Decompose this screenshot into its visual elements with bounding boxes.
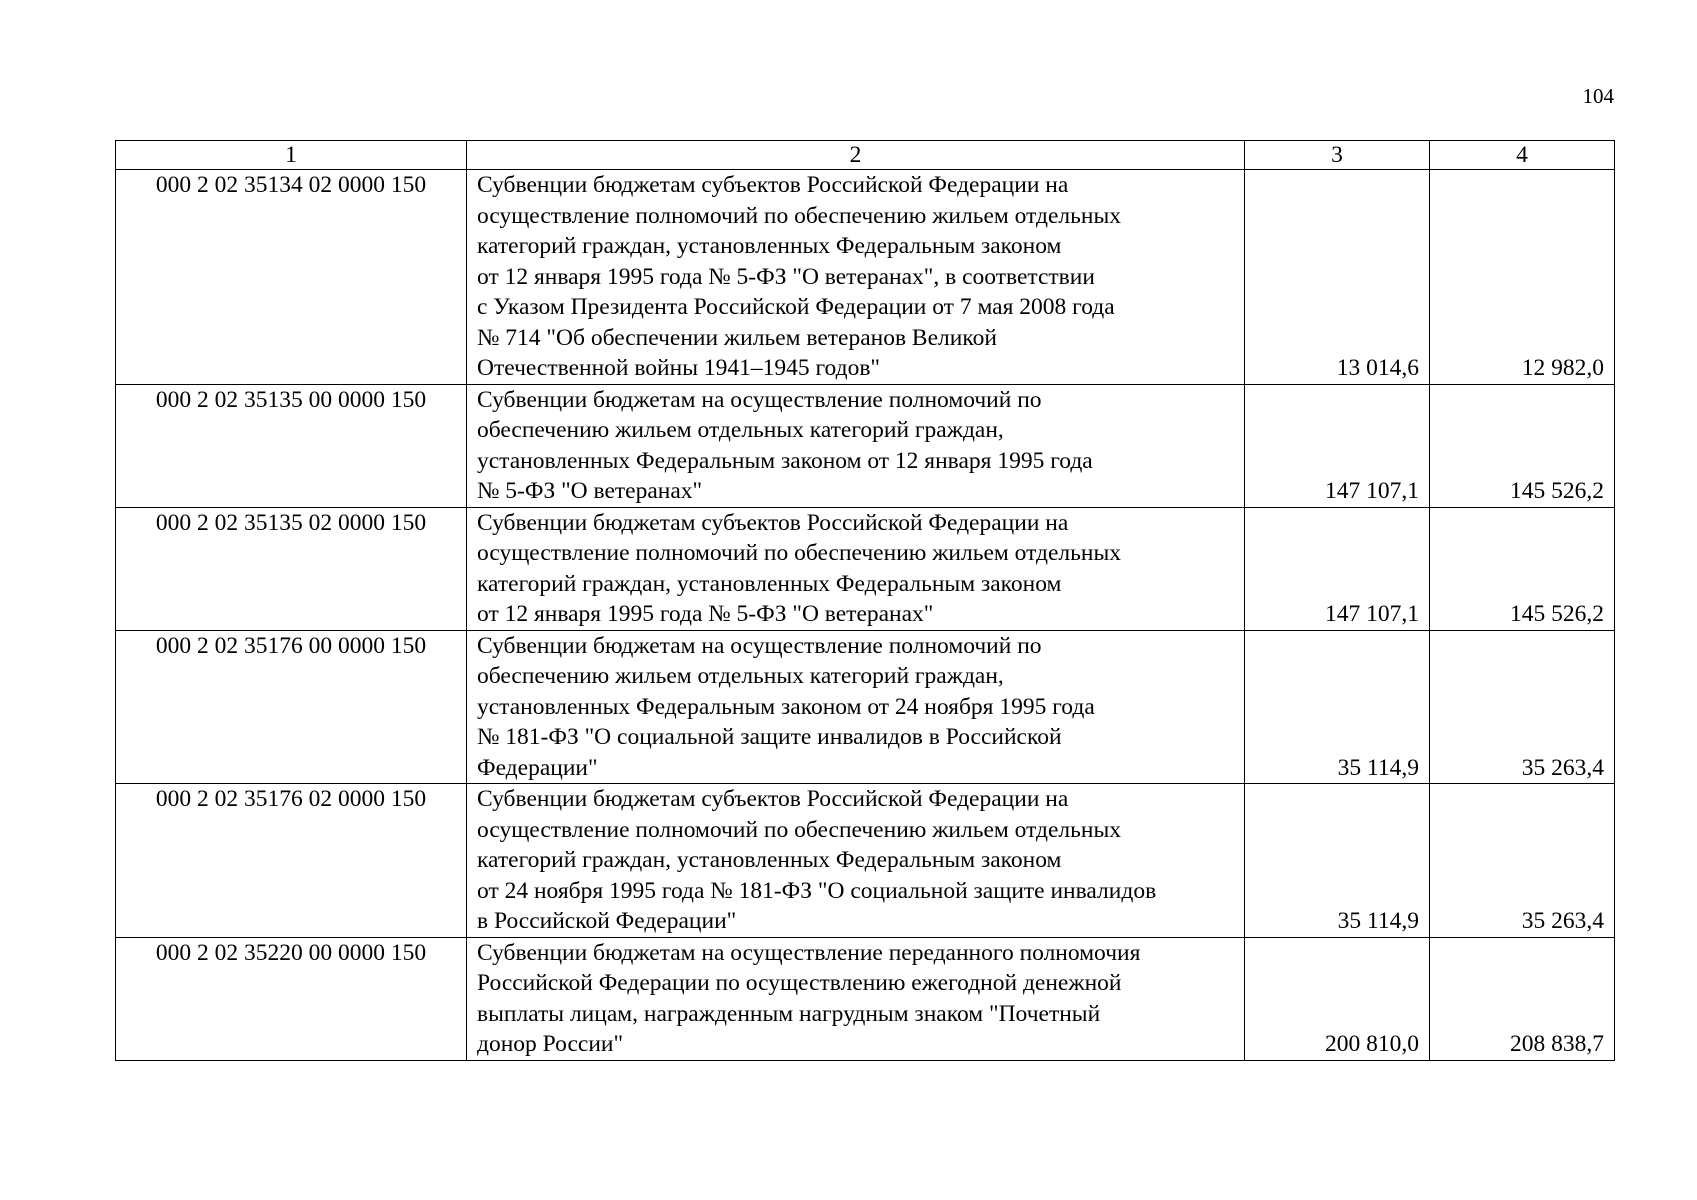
amount-col4-cell: 145 526,2 — [1430, 507, 1615, 630]
budget-code-cell: 000 2 02 35134 02 0000 150 — [116, 170, 467, 385]
description-line: № 181-ФЗ "О социальной защите инвалидов в Российской — [477, 724, 1062, 750]
column-header-3: 3 — [1245, 141, 1430, 170]
description-line: от 24 ноября 1995 года № 181-ФЗ "О социальной защите инвалидов — [477, 877, 1157, 904]
budget-code-cell: 000 2 02 35176 02 0000 150 — [116, 784, 467, 938]
description-line: Российской Федерации по осуществлению ежегодной денежной — [477, 970, 1122, 996]
table-row — [116, 507, 1615, 630]
budget-code-cell: 000 2 02 35220 00 0000 150 — [116, 937, 467, 1060]
column-header-2: 2 — [467, 141, 1245, 170]
amount-col3-cell: 147 107,1 — [1245, 384, 1430, 507]
amount-col4-cell: 12 982,0 — [1430, 170, 1615, 385]
description-line: обеспечению жильем отдельных категорий граждан, — [477, 663, 1004, 689]
description-line: донор России" — [477, 1031, 624, 1057]
amount-col4-cell: 145 526,2 — [1430, 384, 1615, 507]
table-header-row — [116, 141, 1615, 170]
table-row — [116, 937, 1615, 1060]
page-number: 104 — [1582, 84, 1614, 108]
table-row — [116, 170, 1615, 385]
description-cell — [467, 507, 1245, 630]
description-line: № 714 "Об обеспечении жильем ветеранов Великой — [477, 324, 997, 351]
description-line: категорий граждан, установленных Федеральным законом — [477, 570, 1062, 597]
description-line: Федерации" — [477, 754, 598, 781]
description-line: от 12 января 1995 года № 5-ФЗ "О ветеранах", в соответствии — [477, 263, 1095, 290]
column-header-1: 1 — [116, 141, 467, 170]
description-line: выплаты лицам, награжденным нагрудным знаком "Почетный — [477, 1000, 1101, 1027]
description-line: категорий граждан, установленных Федеральным законом — [477, 847, 1062, 873]
description-cell — [467, 784, 1245, 938]
table-row — [116, 630, 1615, 784]
description-line: Субвенции бюджетам субъектов Российской Федерации на — [477, 786, 1069, 812]
budget-code-cell: 000 2 02 35135 00 0000 150 — [116, 384, 467, 507]
amount-col3-cell: 35 114,9 — [1245, 630, 1430, 784]
description-cell — [467, 170, 1245, 385]
description-line: обеспечению жильем отдельных категорий граждан, — [477, 417, 1004, 443]
table-row — [116, 384, 1615, 507]
table-row — [116, 784, 1615, 938]
budget-code-cell: 000 2 02 35176 00 0000 150 — [116, 630, 467, 784]
description-cell — [467, 937, 1245, 1060]
description-cell — [467, 384, 1245, 507]
description-line: установленных Федеральным законом от 24 ноября 1995 года — [477, 693, 1095, 720]
budget-table — [115, 140, 1615, 1061]
description-line: Субвенции бюджетам субъектов Российской Федерации на — [477, 509, 1069, 536]
column-header-4: 4 — [1430, 141, 1615, 170]
description-line: Отечественной войны 1941–1945 годов" — [477, 355, 881, 381]
description-line: осуществление полномочий по обеспечению жильем отдельных — [477, 540, 1121, 566]
description-line: Субвенции бюджетам на осуществление переданного полномочия — [477, 939, 1141, 966]
budget-code-cell: 000 2 02 35135 02 0000 150 — [116, 507, 467, 630]
amount-col4-cell: 208 838,7 — [1430, 937, 1615, 1060]
amount-col3-cell: 147 107,1 — [1245, 507, 1430, 630]
description-line: в Российской Федерации" — [477, 908, 737, 934]
description-line: установленных Федеральным законом от 12 января 1995 года — [477, 447, 1093, 474]
description-line: Субвенции бюджетам субъектов Российской Федерации на — [477, 172, 1069, 198]
amount-col4-cell: 35 263,4 — [1430, 784, 1615, 938]
description-cell — [467, 630, 1245, 784]
description-line: с Указом Президента Российской Федерации от 7 мая 2008 года — [477, 294, 1115, 320]
description-line: Субвенции бюджетам на осуществление полномочий по — [477, 632, 1042, 659]
description-line: осуществление полномочий по обеспечению жильем отдельных — [477, 816, 1121, 843]
description-line: осуществление полномочий по обеспечению жильем отдельных — [477, 202, 1121, 229]
amount-col3-cell: 200 810,0 — [1245, 937, 1430, 1060]
amount-col3-cell: 13 014,6 — [1245, 170, 1430, 385]
description-line: от 12 января 1995 года № 5-ФЗ "О ветеранах" — [477, 601, 934, 627]
amount-col4-cell: 35 263,4 — [1430, 630, 1615, 784]
description-line: № 5-ФЗ "О ветеранах" — [477, 478, 703, 504]
description-line: Субвенции бюджетам на осуществление полномочий по — [477, 386, 1042, 413]
description-line: категорий граждан, установленных Федеральным законом — [477, 233, 1062, 259]
amount-col3-cell: 35 114,9 — [1245, 784, 1430, 938]
